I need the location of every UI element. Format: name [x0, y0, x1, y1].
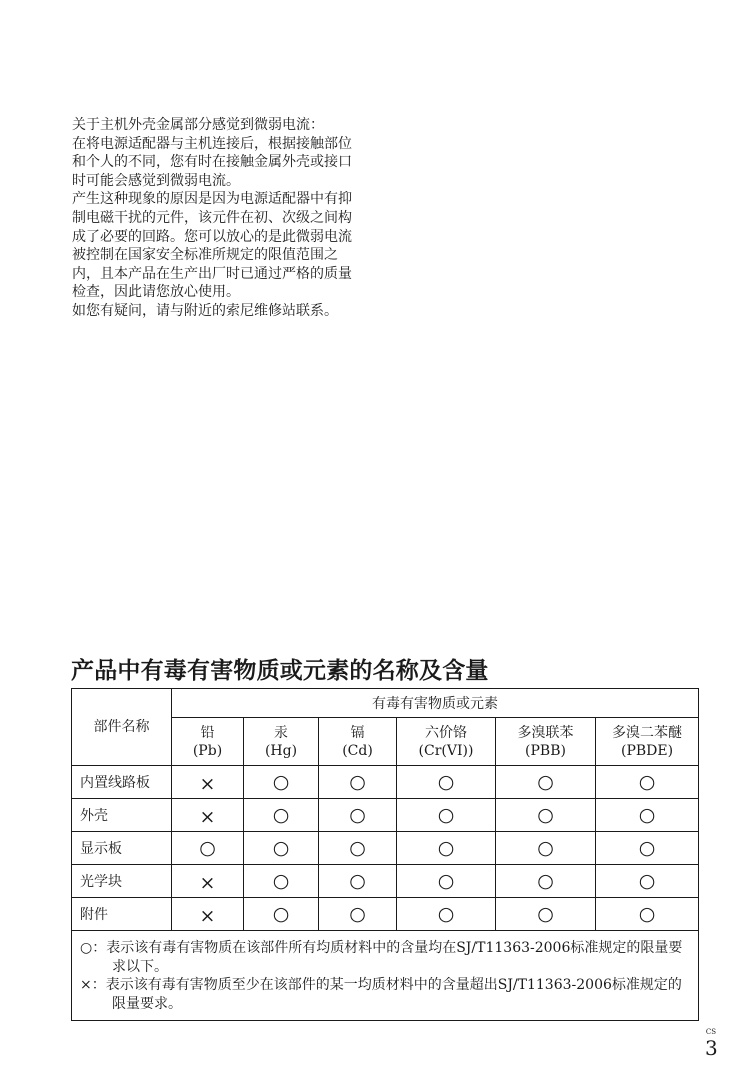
- element-header-pbb: [496, 718, 596, 766]
- table-title: 产品中有毒有害物质或元素的名称及含量: [71, 658, 489, 684]
- element-symbol: (Pb): [192, 742, 223, 759]
- element-name: 六价铬: [425, 724, 467, 741]
- mark-cell: ○: [596, 832, 699, 865]
- part-name-cell: 显示板: [72, 832, 172, 865]
- notice-paragraph: 在将电源适配器与主机连接后，根据接触部位和个人的不同，您有时在接触金属外壳或接口时可能会感觉到微弱电流。: [72, 135, 352, 189]
- mark-cell: ○: [397, 898, 496, 931]
- mark-cell: ○: [397, 799, 496, 832]
- element-symbol: (Cr(VI)): [418, 742, 474, 759]
- part-name-cell: 外壳: [72, 799, 172, 832]
- notice-paragraph: 产生这种现象的原因是因为电源适配器中有抑制电磁干扰的元件，该元件在初、次级之间构成了必要的回路。您可以放心的是此微弱电流被控制在国家安全标准所规定的限值范围之内，且本产品在生产出厂时已通过严格的质量检查，因此请您放心使用。: [72, 191, 352, 301]
- table-row: [72, 766, 699, 799]
- mark-cell: ○: [596, 766, 699, 799]
- mark-cell: ○: [319, 832, 397, 865]
- element-symbol: (PBB): [525, 742, 566, 759]
- mark-cell: ×: [172, 865, 244, 898]
- element-name: 多溴联苯: [517, 724, 574, 741]
- element-name: 铅: [200, 724, 215, 741]
- table-row: [72, 865, 699, 898]
- notice-paragraph: 如您有疑问，请与附近的索尼维修站联系。: [72, 302, 338, 319]
- substances-group-header: 有毒有害物质或元素: [172, 689, 699, 718]
- page-number-value: 3: [705, 1036, 718, 1060]
- mark-cell: ○: [397, 832, 496, 865]
- mark-cell: ○: [244, 898, 319, 931]
- mark-cell: ○: [496, 898, 596, 931]
- table-notes: [72, 931, 699, 1021]
- note-cross: ×：表示该有毒有害物质至少在该部件的某一均质材料中的含量超出SJ/T11363-2006标准规定的限量要求。: [80, 977, 682, 1012]
- mark-cell: ○: [244, 865, 319, 898]
- mark-cell: ×: [172, 799, 244, 832]
- mark-cell: ○: [496, 799, 596, 832]
- table-row: [72, 799, 699, 832]
- mark-cell: ○: [596, 898, 699, 931]
- mark-cell: ○: [244, 766, 319, 799]
- element-header-mercury: [244, 718, 319, 766]
- mark-cell: ○: [496, 766, 596, 799]
- mark-cell: ○: [319, 799, 397, 832]
- mark-cell: ○: [172, 832, 244, 865]
- notice-text: [72, 116, 362, 321]
- notice-heading: 关于主机外壳金属部分感觉到微弱电流：: [72, 117, 324, 133]
- mark-cell: ○: [496, 832, 596, 865]
- mark-cell: ○: [319, 898, 397, 931]
- table-row: [72, 898, 699, 931]
- table-row: [72, 832, 699, 865]
- element-symbol: (Hg): [264, 742, 298, 759]
- part-name-header: 部件名称: [72, 689, 172, 766]
- mark-cell: ○: [596, 865, 699, 898]
- element-symbol: (PBDE): [620, 742, 674, 759]
- element-header-pbde: [596, 718, 699, 766]
- note-circle: ○：表示该有毒有害物质在该部件所有均质材料中的含量均在SJ/T11363-2006标准规定的限量要求以下。: [80, 940, 683, 975]
- element-header-chromium: [397, 718, 496, 766]
- part-name-cell: 光学块: [72, 865, 172, 898]
- mark-cell: ○: [397, 766, 496, 799]
- language-code: CS: [705, 1028, 717, 1036]
- mark-cell: ○: [244, 832, 319, 865]
- element-header-lead: [172, 718, 244, 766]
- element-symbol: (Cd): [342, 742, 373, 759]
- mark-cell: ○: [319, 766, 397, 799]
- mark-cell: ○: [244, 799, 319, 832]
- mark-cell: ×: [172, 766, 244, 799]
- mark-cell: ○: [397, 865, 496, 898]
- mark-cell: ×: [172, 898, 244, 931]
- mark-cell: ○: [496, 865, 596, 898]
- part-name-cell: 附件: [72, 898, 172, 931]
- page-number: [705, 1028, 717, 1060]
- mark-cell: ○: [319, 865, 397, 898]
- element-name: 多溴二苯醚: [612, 724, 683, 741]
- part-name-cell: 内置线路板: [72, 766, 172, 799]
- hazardous-substances-table: [71, 688, 699, 1021]
- element-header-cadmium: [319, 718, 397, 766]
- element-name: 镉: [350, 724, 365, 741]
- element-name: 汞: [274, 724, 288, 741]
- mark-cell: ○: [596, 799, 699, 832]
